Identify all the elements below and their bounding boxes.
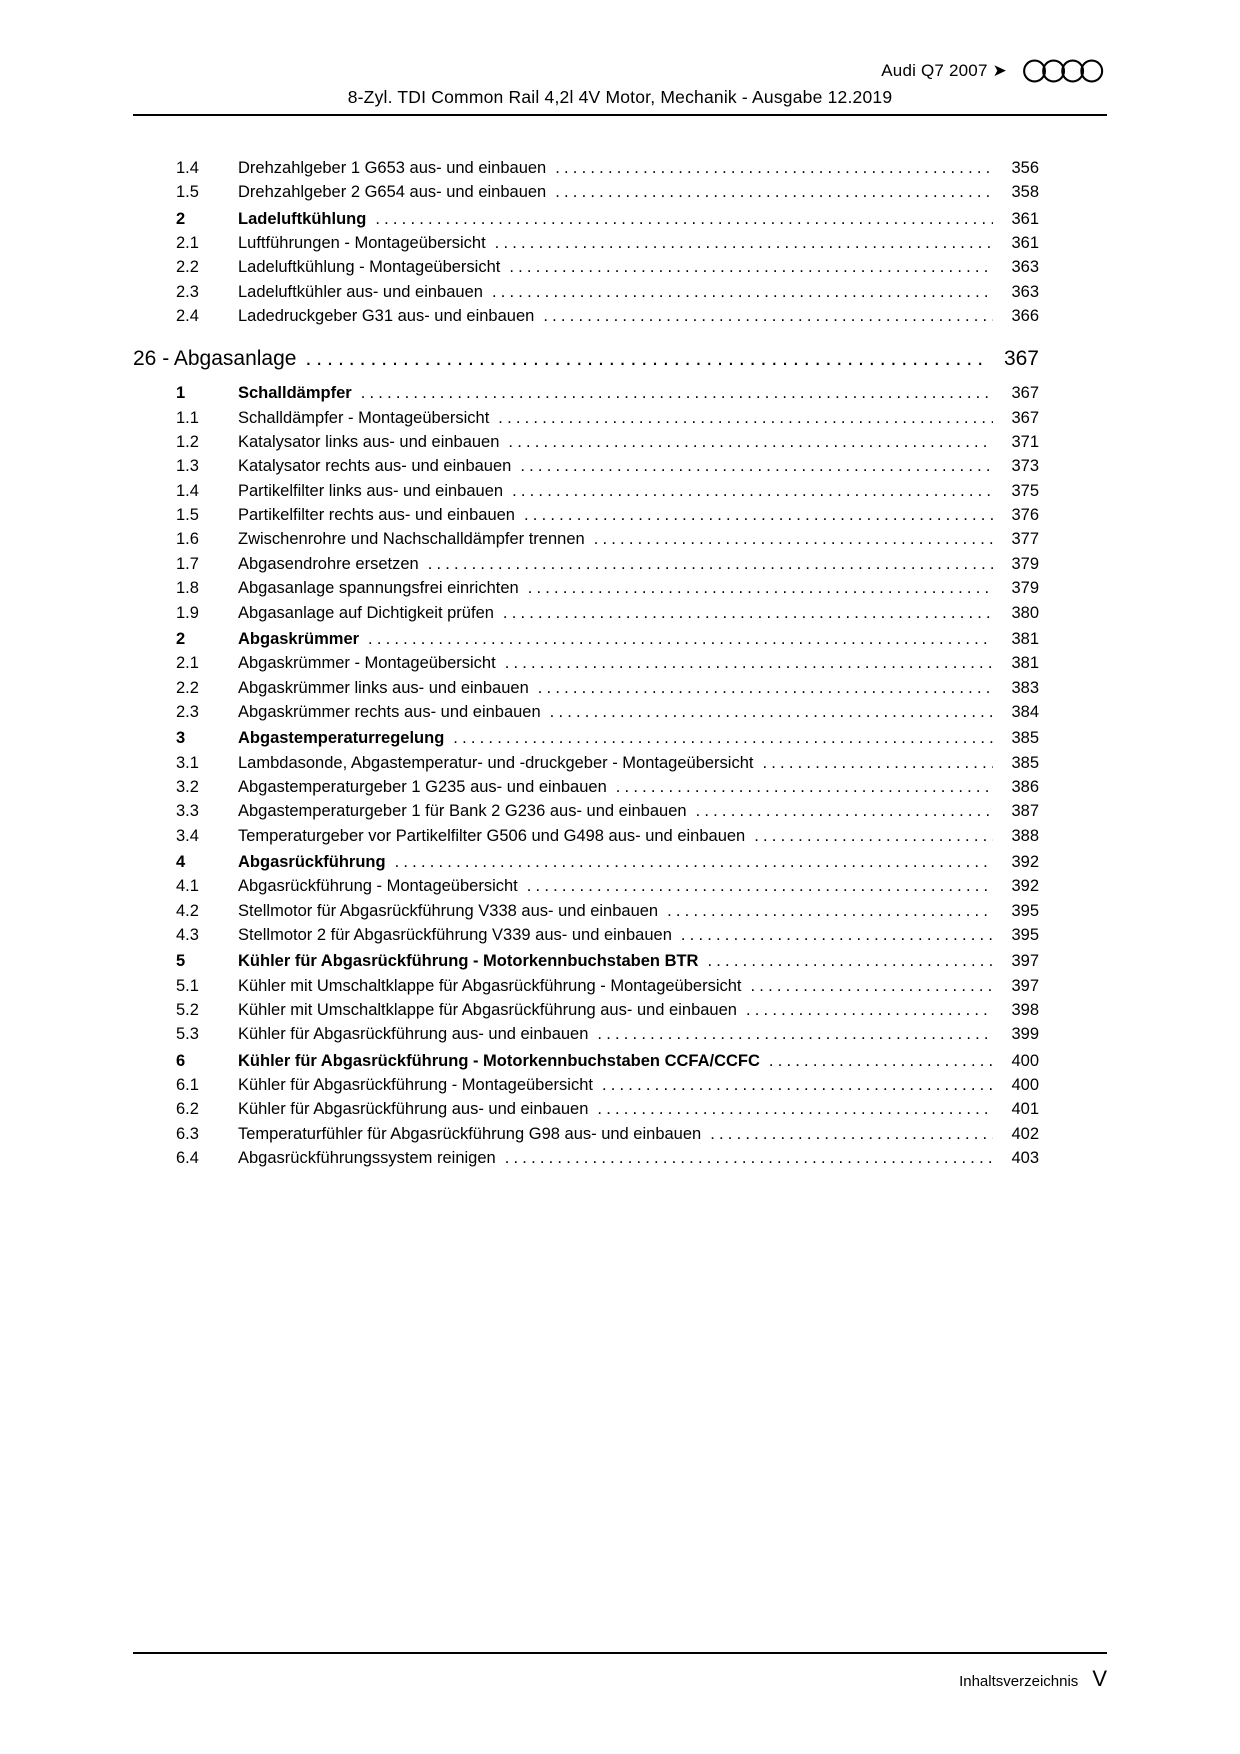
dot-leader (512, 479, 993, 503)
toc-entry-number: 2 (176, 629, 186, 648)
toc-entry-title: Abgasrückführung - Montageübersicht (238, 877, 518, 896)
toc-entry-title: Zwischenrohre und Nachschalldämpfer trennen (238, 530, 585, 549)
toc-entry-number: 6.2 (176, 1100, 199, 1119)
toc-entry-page: 379 (1011, 554, 1039, 573)
dot-leader (751, 974, 994, 998)
toc-row (133, 576, 1039, 600)
toc-row (133, 824, 1039, 848)
dot-leader (395, 850, 993, 874)
toc-entry-page: 379 (1011, 579, 1039, 598)
toc-row (133, 552, 1039, 576)
toc-entry-title: Abgasrückführung (238, 852, 386, 871)
toc-entry-page: 383 (1011, 678, 1039, 697)
toc-entry-title: Stellmotor für Abgasrückführung V338 aus- und einbauen (238, 901, 659, 920)
dot-leader (710, 1122, 993, 1146)
toc-entry-page: 395 (1011, 901, 1039, 920)
toc-entry-page: 385 (1011, 753, 1039, 772)
toc-entry-number: 6.1 (176, 1076, 199, 1095)
toc-entry-number: 6 (176, 1051, 186, 1070)
toc-entry-page: 361 (1011, 209, 1039, 228)
dot-leader (594, 527, 993, 551)
toc-entry-page: 388 (1011, 826, 1039, 845)
toc-entry-page: 376 (1011, 506, 1039, 525)
toc-entry-number: 1.5 (176, 183, 199, 202)
toc-entry-title: Temperaturfühler für Abgasrückführung G98 aus- und einbauen (238, 1124, 702, 1143)
toc-entry-page: 377 (1011, 530, 1039, 549)
toc-entry-title: Ladeluftkühler aus- und einbauen (238, 282, 483, 301)
toc-entry-number: 2.3 (176, 282, 199, 301)
toc-entry-number: 2 (176, 209, 186, 228)
toc-row (133, 899, 1039, 923)
dot-leader (528, 576, 993, 600)
toc-row (133, 280, 1039, 304)
toc-chapter-row (133, 344, 1039, 374)
toc-entry-title: Abgastemperaturregelung (238, 729, 445, 748)
toc-entry-page: 367 (1003, 347, 1039, 371)
toc-entry-number: 1.7 (176, 554, 199, 573)
dot-leader (555, 180, 993, 204)
toc-entry-number: 5.2 (176, 1001, 199, 1019)
toc-chapter-title: 26 - Abgasanlage (133, 347, 297, 371)
toc-entry-number: 3.2 (176, 777, 199, 796)
toc-row (133, 1122, 1039, 1146)
toc-row (133, 406, 1039, 430)
toc-entry-page: 380 (1011, 603, 1039, 622)
toc-entry-page: 392 (1011, 877, 1039, 896)
toc-entry-page: 400 (1011, 1076, 1039, 1095)
toc-entry-title: Abgasanlage spannungsfrei einrichten (238, 579, 519, 598)
dot-leader (508, 430, 993, 454)
toc-row (133, 180, 1039, 204)
toc-entry-number: 5.1 (176, 976, 199, 995)
toc-entry-page: 367 (1011, 408, 1039, 427)
header-divider (133, 114, 1107, 116)
toc-entry-page: 403 (1011, 1149, 1039, 1168)
dot-leader (616, 775, 993, 799)
dot-leader (492, 280, 993, 304)
toc-entry-page: 392 (1011, 852, 1039, 871)
dot-leader (602, 1073, 993, 1097)
toc-entry-page: 375 (1011, 481, 1039, 500)
dot-leader (538, 676, 993, 700)
toc-row (133, 923, 1039, 947)
toc-entry-number: 2.2 (176, 678, 199, 697)
dot-leader (762, 751, 993, 775)
toc-entry-page: 366 (1011, 307, 1039, 326)
toc-entry-title: Abgasanlage auf Dichtigkeit prüfen (238, 603, 494, 622)
toc-entry-page: 358 (1011, 183, 1039, 202)
toc-entry-number: 1.8 (176, 579, 199, 598)
toc-entry-number: 1.5 (176, 506, 199, 525)
toc-row (133, 527, 1039, 551)
dot-leader (498, 406, 993, 430)
toc-entry-page: 397 (1011, 976, 1039, 995)
toc-entry-number: 6.4 (176, 1149, 199, 1168)
toc-entry-page: 399 (1011, 1025, 1039, 1044)
dot-leader (505, 651, 993, 675)
dot-leader (368, 627, 993, 651)
dot-leader (305, 344, 987, 374)
toc-entry-title: Kühler mit Umschaltklappe für Abgasrückführung aus- und einbauen (238, 1001, 737, 1019)
toc-entry-title: Kühler für Abgasrückführung aus- und einbauen (238, 1025, 589, 1044)
toc-entry-number: 3.3 (176, 802, 199, 821)
toc-entry-page: 385 (1011, 729, 1039, 748)
toc-row (133, 1097, 1039, 1121)
dot-leader (696, 799, 993, 823)
dot-leader (375, 207, 993, 231)
dot-leader (520, 454, 993, 478)
toc-entry-page: 397 (1011, 952, 1039, 971)
toc-entry-page: 361 (1011, 234, 1039, 253)
toc-row (133, 381, 1039, 405)
toc-entry-page: 398 (1011, 1001, 1039, 1019)
dot-leader (681, 923, 993, 947)
dot-leader (707, 949, 993, 973)
toc-row (133, 726, 1039, 750)
toc-row (133, 651, 1039, 675)
toc-entry-page: 363 (1011, 282, 1039, 301)
toc-entry-number: 2.1 (176, 234, 199, 253)
toc-entry-title: Partikelfilter links aus- und einbauen (238, 481, 504, 500)
toc-entry-number: 6.3 (176, 1124, 199, 1143)
footer-page-number: V (1092, 1666, 1107, 1691)
toc-entry-title: Temperaturgeber vor Partikelfilter G506 und G498 aus- und einbauen (238, 826, 746, 845)
dot-leader (453, 726, 993, 750)
dot-leader (769, 1049, 993, 1073)
toc-entry-title: Kühler für Abgasrückführung - Montageübersicht (238, 1076, 593, 1095)
toc-entry-page: 402 (1011, 1124, 1039, 1143)
dot-leader (361, 381, 993, 405)
toc-entry-number: 3.4 (176, 826, 199, 845)
toc-entry-title: Drehzahlgeber 1 G653 aus- und einbauen (238, 159, 547, 177)
toc-entry-title: Abgastemperaturgeber 1 für Bank 2 G236 aus- und einbauen (238, 802, 687, 821)
toc-entry-page: 395 (1011, 925, 1039, 944)
toc-entry-title: Abgasrückführungssystem reinigen (238, 1149, 496, 1168)
dot-leader (597, 1022, 993, 1046)
toc-entry-number: 1 (176, 384, 186, 403)
toc-row (133, 430, 1039, 454)
dot-leader (527, 874, 993, 898)
toc-row (133, 1049, 1039, 1073)
toc-entry-title: Katalysator links aus- und einbauen (238, 433, 500, 452)
dot-leader (505, 1146, 993, 1170)
toc-entry-page: 356 (1011, 159, 1039, 177)
toc-row (133, 1073, 1039, 1097)
toc-entry-number: 5.3 (176, 1025, 199, 1044)
toc-row (133, 627, 1039, 651)
toc-entry-number: 4.1 (176, 877, 199, 896)
toc-entry-title: Abgaskrümmer links aus- und einbauen (238, 678, 529, 697)
toc-row (133, 231, 1039, 255)
dot-leader (550, 700, 993, 724)
toc-row (133, 850, 1039, 874)
toc-entry-title: Stellmotor 2 für Abgasrückführung V339 aus- und einbauen (238, 925, 672, 944)
toc-entry-title: Abgasendrohre ersetzen (238, 554, 419, 573)
toc-row (133, 998, 1039, 1022)
toc-entry-number: 2.4 (176, 307, 199, 326)
toc-row (133, 601, 1039, 625)
dot-leader (597, 1097, 993, 1121)
toc-row (133, 775, 1039, 799)
toc-entry-number: 1.2 (176, 433, 199, 452)
toc-entry-page: 367 (1011, 384, 1039, 403)
toc-row (133, 874, 1039, 898)
toc-entry-number: 1.4 (176, 481, 199, 500)
dot-leader (495, 231, 993, 255)
toc-entry-page: 400 (1011, 1051, 1039, 1070)
audi-rings-logo (1021, 58, 1107, 84)
toc-entry-number: 5 (176, 952, 186, 971)
footer-text-row (133, 1666, 1107, 1692)
toc-entry-page: 381 (1011, 654, 1039, 673)
toc-entry-number: 1.9 (176, 603, 199, 622)
footer-divider (133, 1652, 1107, 1654)
page-footer (133, 1652, 1107, 1692)
toc-row (133, 156, 1039, 180)
toc-entry-title: Abgaskrümmer rechts aus- und einbauen (238, 702, 541, 721)
toc-entry-page: 401 (1011, 1100, 1039, 1119)
toc-entry-title: Schalldämpfer - Montageübersicht (238, 408, 490, 427)
toc-entry-number: 1.6 (176, 530, 199, 549)
dot-leader (754, 824, 993, 848)
toc-entry-page: 371 (1011, 433, 1039, 452)
toc-entry-title: Kühler für Abgasrückführung - Motorkennbuchstaben BTR (238, 952, 699, 971)
toc-entry-title: Abgaskrümmer (238, 629, 360, 648)
dot-leader (746, 998, 993, 1022)
header-top-row (133, 58, 1107, 84)
toc-entry-title: Kühler für Abgasrückführung - Motorkennbuchstaben CCFA/CCFC (238, 1051, 760, 1070)
toc-entry-title: Schalldämpfer (238, 384, 352, 403)
dot-leader (555, 156, 993, 180)
toc-row (133, 949, 1039, 973)
header-document-subtitle: 8-Zyl. TDI Common Rail 4,2l 4V Motor, Mechanik - Ausgabe 12.2019 (347, 87, 893, 107)
footer-section-label: Inhaltsverzeichnis (959, 1673, 1079, 1690)
toc-entry-number: 4 (176, 852, 186, 871)
toc-entry-title: Abgaskrümmer - Montageübersicht (238, 654, 496, 673)
toc-entry-title: Kühler mit Umschaltklappe für Abgasrückführung - Montageübersicht (238, 976, 742, 995)
toc-row (133, 751, 1039, 775)
toc-entry-page: 386 (1011, 777, 1039, 796)
page-header (133, 58, 1107, 116)
toc-row (133, 255, 1039, 279)
toc-row (133, 1146, 1039, 1170)
toc-entry-page: 381 (1011, 629, 1039, 648)
toc-row (133, 454, 1039, 478)
toc-entry-title: Luftführungen - Montageübersicht (238, 234, 486, 253)
toc-entry-title: Ladedruckgeber G31 aus- und einbauen (238, 307, 535, 326)
toc-entry-number: 1.3 (176, 457, 199, 476)
page-content (133, 58, 1107, 1170)
toc-entry-number: 4.2 (176, 901, 199, 920)
toc-row (133, 479, 1039, 503)
toc-entry-title: Ladeluftkühlung (238, 209, 367, 228)
toc (133, 156, 1107, 1170)
toc-entry-number: 2.1 (176, 654, 199, 673)
dot-leader (667, 899, 993, 923)
toc-entry-page: 373 (1011, 457, 1039, 476)
dot-leader (543, 304, 993, 328)
toc-entry-title: Lambdasonde, Abgastemperatur- und -druckgeber - Montageübersicht (238, 753, 754, 772)
dot-leader (524, 503, 993, 527)
toc-row (133, 799, 1039, 823)
toc-entry-number: 3.1 (176, 753, 199, 772)
toc-entry-title: Kühler für Abgasrückführung aus- und einbauen (238, 1100, 589, 1119)
toc-entry-title: Abgastemperaturgeber 1 G235 aus- und einbauen (238, 777, 607, 796)
toc-row (133, 304, 1039, 328)
toc-entry-number: 4.3 (176, 925, 199, 944)
toc-row (133, 676, 1039, 700)
dot-leader (509, 255, 993, 279)
toc-entry-number: 2.2 (176, 258, 199, 277)
dot-leader (428, 552, 993, 576)
toc-entry-page: 363 (1011, 258, 1039, 277)
toc-row (133, 207, 1039, 231)
toc-entry-number: 2.3 (176, 702, 199, 721)
toc-entry-page: 387 (1011, 802, 1039, 821)
toc-entry-number: 1.1 (176, 408, 199, 427)
toc-entry-title: Katalysator rechts aus- und einbauen (238, 457, 512, 476)
toc-entry-title: Drehzahlgeber 2 G654 aus- und einbauen (238, 183, 547, 202)
toc-entry-title: Ladeluftkühlung - Montageübersicht (238, 258, 501, 277)
toc-row (133, 974, 1039, 998)
header-model-title: Audi Q7 2007 ➤ (881, 61, 1007, 80)
toc-entry-page: 384 (1011, 702, 1039, 721)
toc-row (133, 503, 1039, 527)
toc-row (133, 1022, 1039, 1046)
toc-entry-title: Partikelfilter rechts aus- und einbauen (238, 506, 515, 525)
toc-row (133, 700, 1039, 724)
dot-leader (503, 601, 993, 625)
toc-entry-number: 1.4 (176, 159, 199, 177)
toc-entry-number: 3 (176, 729, 186, 748)
